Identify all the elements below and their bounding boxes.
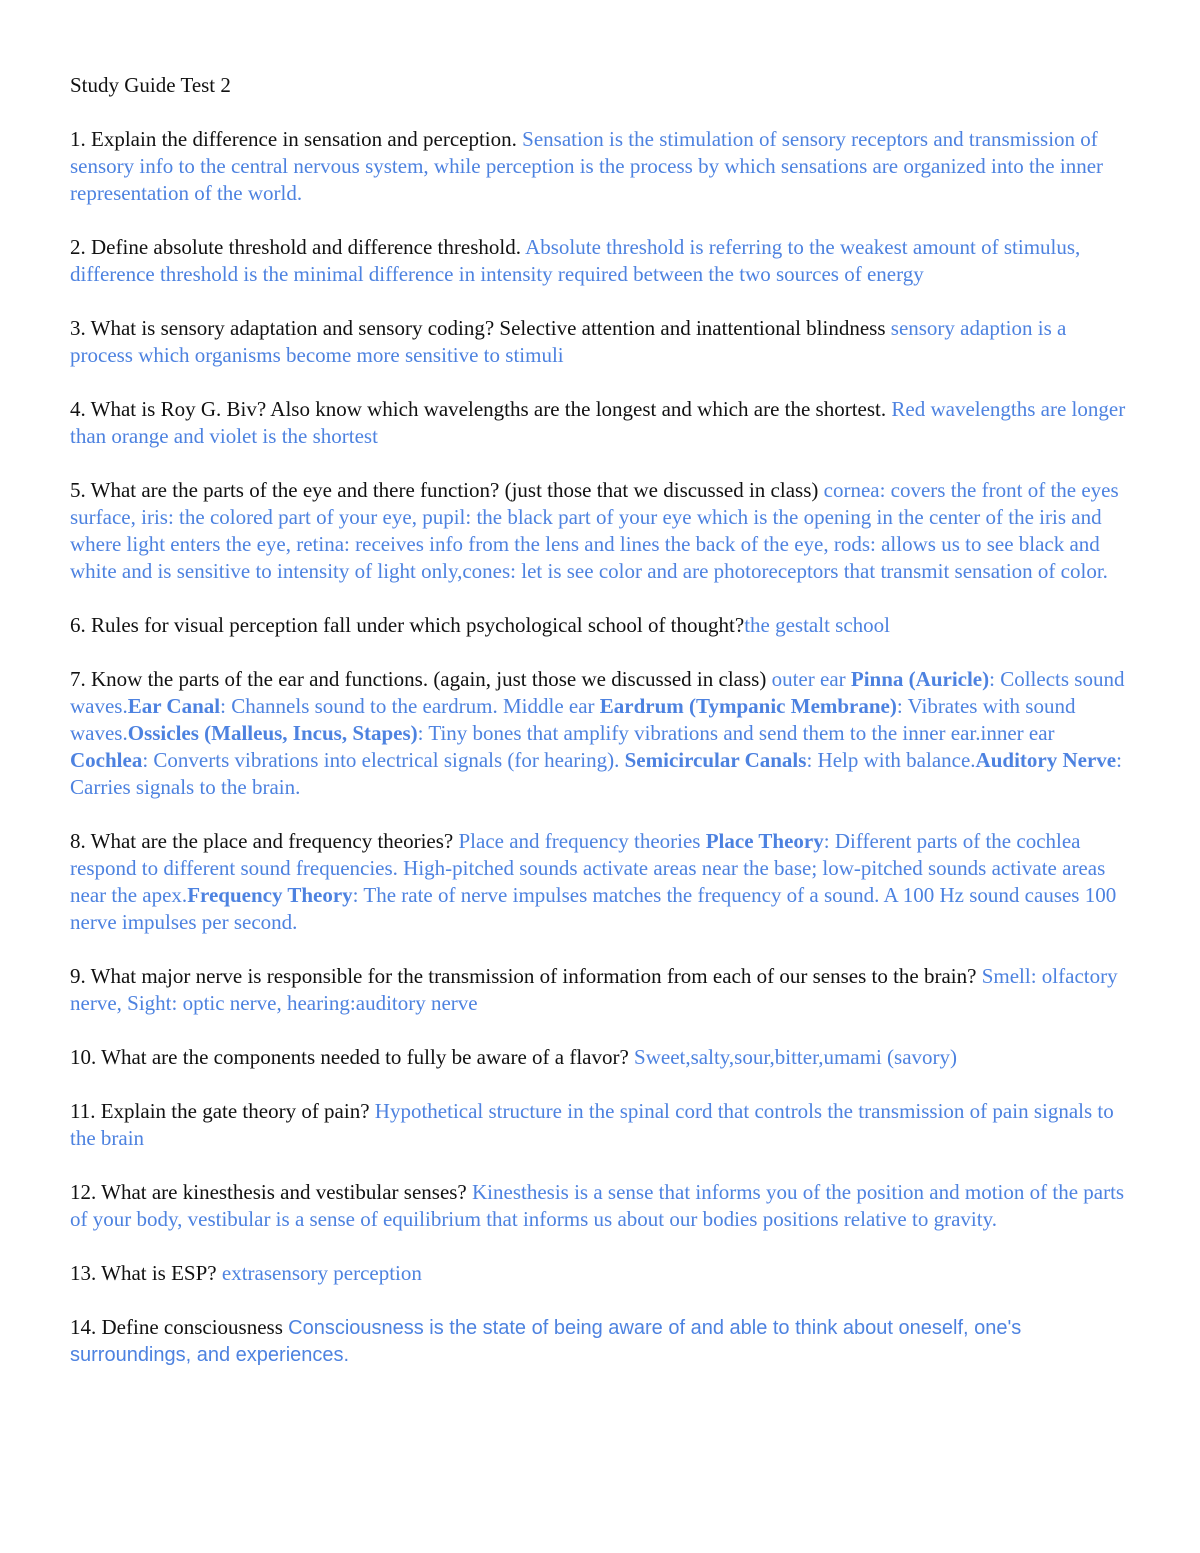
question-item	[70, 477, 1130, 585]
question-text: 2. Define absolute threshold and difference threshold.	[70, 235, 526, 259]
question-text: 5. What are the parts of the eye and there function? (just those that we discussed in class)	[70, 478, 824, 502]
question-item	[70, 666, 1130, 801]
question-item	[70, 234, 1130, 288]
answer-text: Sweet,salty,sour,bitter,umami (savory)	[634, 1045, 958, 1069]
answer-text: cornea: covers the front of the eyes surface, iris: the colored part of your eye, pupil: the black part of your eye which is the opening in the center of the iris and where light enters the eye, retina: receives info from the lens and lines the back of the eye, rods: allows us to see black and white and is sensitive to intensity of light only,cones: let is see color and are photoreceptors that transmit sensation of color.	[70, 478, 1119, 583]
answer-segment: : Collects sound waves.	[70, 667, 1125, 718]
answer-segment: : Channels sound to the eardrum. Middle ear	[220, 694, 600, 718]
question-item	[70, 1098, 1130, 1152]
answer-term: Place Theory	[705, 829, 824, 853]
answer-segment: : Carries signals to the brain.	[70, 748, 1122, 799]
question-text: 14. Define consciousness	[70, 1315, 289, 1339]
question-item	[70, 828, 1130, 936]
answer-segment: outer ear	[771, 667, 851, 691]
question-item	[70, 1044, 1130, 1071]
question-list	[70, 126, 1130, 1368]
answer-text: extrasensory perception	[221, 1261, 422, 1285]
answer-term: Cochlea	[70, 748, 143, 772]
answer-segment: : Converts vibrations into electrical signals (for hearing).	[142, 748, 625, 772]
question-text: 3. What is sensory adaptation and sensory coding? Selective attention and inattentional blindness	[70, 316, 891, 340]
answer-term: Semicircular Canals	[624, 748, 807, 772]
question-text: 10. What are the components needed to fully be aware of a flavor?	[70, 1045, 635, 1069]
answer-segment: Place and frequency theories	[458, 829, 706, 853]
answer-term: Ossicles (Malleus, Incus, Stapes)	[127, 721, 418, 745]
answer-text: sensory adaption is a process which organisms become more sensitive to stimuli	[70, 316, 1067, 367]
document-title: Study Guide Test 2	[70, 73, 231, 97]
answer-term: Pinna (Auricle)	[850, 667, 990, 691]
answer-segment: : Vibrates with sound waves.	[70, 694, 1076, 745]
answer-text: Consciousness is the state of being aware of and able to think about oneself, one's surroundings, and experiences.	[70, 1317, 1022, 1366]
question-item	[70, 1179, 1130, 1233]
answer-term: Ear Canal	[127, 694, 221, 718]
answer-segment: : The rate of nerve impulses matches the frequency of a sound. A 100 Hz sound causes 100 nerve impulses per second.	[70, 883, 1117, 934]
question-text: 6. Rules for visual perception fall under which psychological school of thought?	[70, 613, 745, 637]
answer-text: Red wavelengths are longer than orange and violet is the shortest	[70, 397, 1126, 448]
question-text: 13. What is ESP?	[70, 1261, 222, 1285]
question-text: 9. What major nerve is responsible for the transmission of information from each of our senses to the brain?	[70, 964, 982, 988]
question-text: 1. Explain the difference in sensation and perception.	[70, 127, 523, 151]
question-item	[70, 396, 1130, 450]
question-text: 11. Explain the gate theory of pain?	[70, 1099, 375, 1123]
answer-text: the gestalt school	[744, 613, 890, 637]
answer-segment: : Different parts of the cochlea respond to different sound frequencies. High-pitched sounds activate areas near the base; low-pitched sounds activate areas near the apex.	[70, 829, 1106, 907]
question-text: 7. Know the parts of the ear and functions. (again, just those we discussed in class)	[70, 667, 772, 691]
question-item	[70, 126, 1130, 207]
answer-term: Auditory Nerve	[975, 748, 1117, 772]
answer-text: Smell: olfactory nerve, Sight: optic nerve, hearing:auditory nerve	[70, 964, 1118, 1015]
answer-text: Sensation is the stimulation of sensory receptors and transmission of sensory info to the central nervous system, while perception is the process by which sensations are organized into the inner representation of the world.	[70, 127, 1104, 205]
question-item	[70, 963, 1130, 1017]
question-item	[70, 612, 1130, 639]
question-text: 12. What are kinesthesis and vestibular senses?	[70, 1180, 473, 1204]
answer-text: Kinesthesis is a sense that informs you of the position and motion of the parts of your body, vestibular is a sense of equilibrium that informs us about our bodies positions relative to gravity.	[70, 1180, 1125, 1231]
question-text: 4. What is Roy G. Biv? Also know which wavelengths are the longest and which are the shortest.	[70, 397, 892, 421]
question-item	[70, 1314, 1130, 1368]
question-item	[70, 1260, 1130, 1287]
answer-term: Frequency Theory	[187, 883, 353, 907]
answer-segment: : Tiny bones that amplify vibrations and send them to the inner ear.inner ear	[417, 721, 1055, 745]
question-text: 8. What are the place and frequency theories?	[70, 829, 459, 853]
answer-term: Eardrum (Tympanic Membrane)	[599, 694, 897, 718]
answer-text: Absolute threshold is referring to the weakest amount of stimulus, difference threshold is the minimal difference in intensity required between the two sources of energy	[70, 235, 1081, 286]
answer-text: Hypothetical structure in the spinal cord that controls the transmission of pain signals to the brain	[70, 1099, 1114, 1150]
answer-segment: : Help with balance.	[806, 748, 976, 772]
question-item	[70, 315, 1130, 369]
